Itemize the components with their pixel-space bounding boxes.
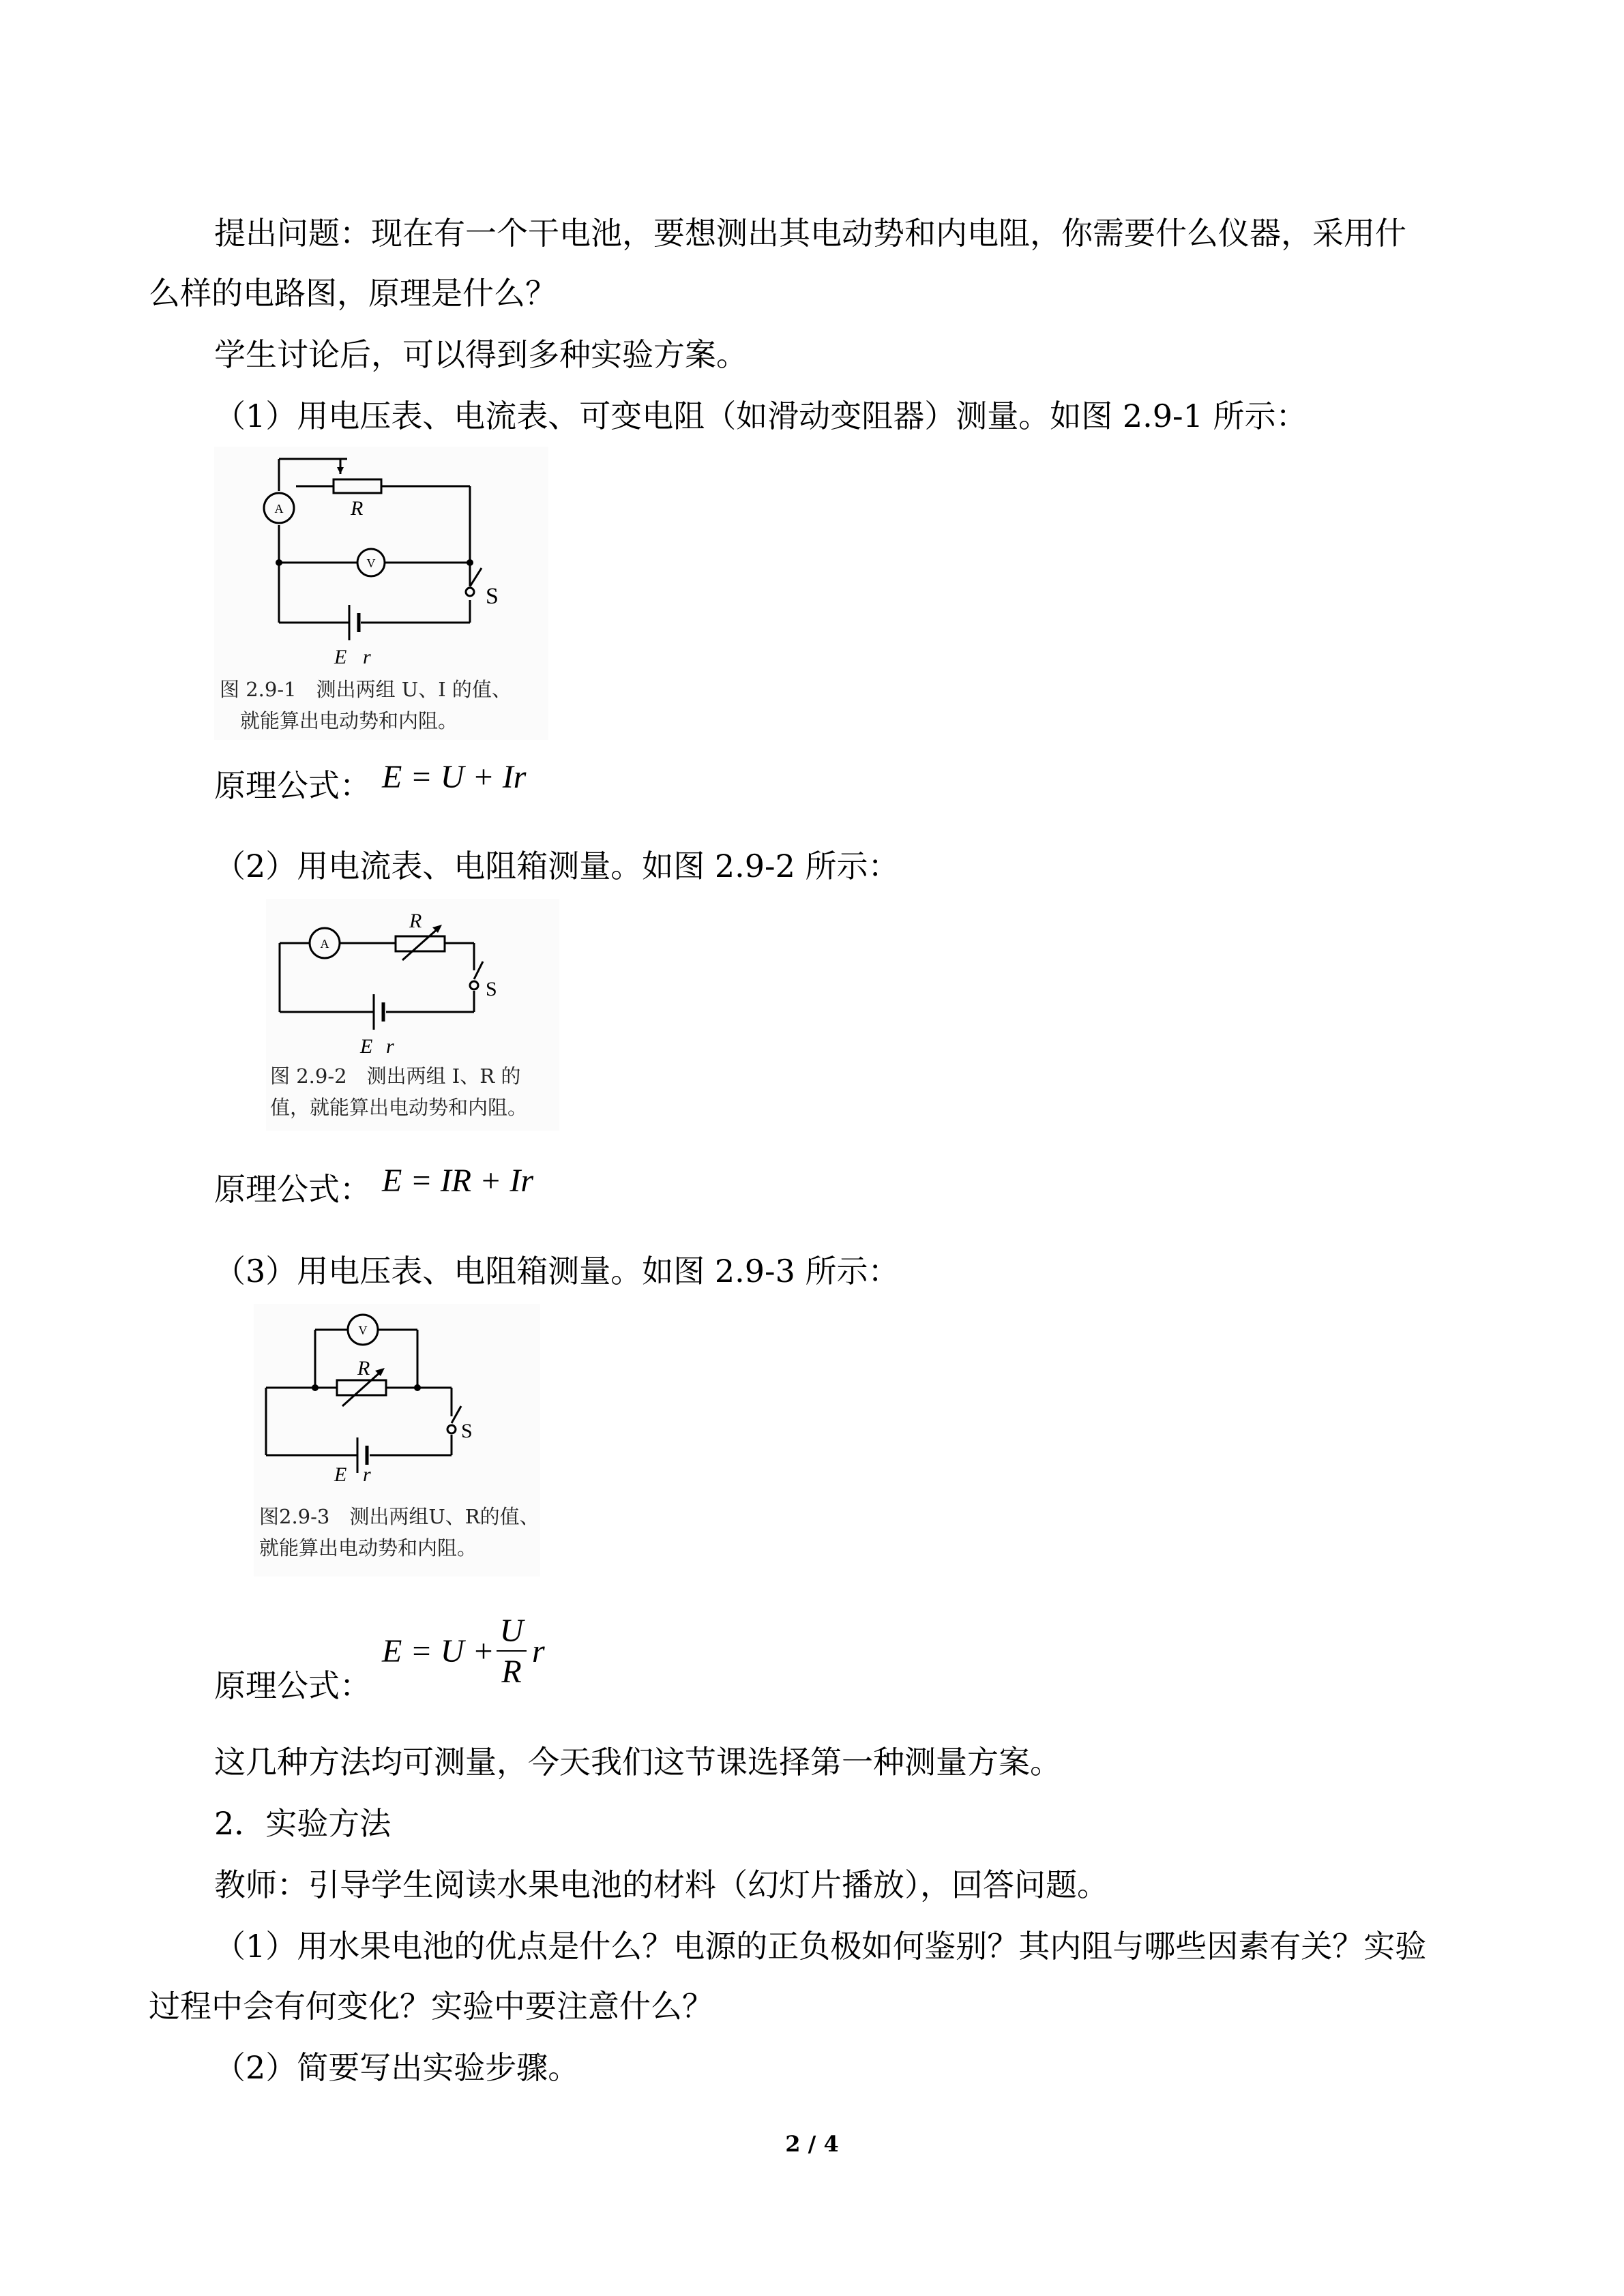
scheme-3-text: （3）用电压表、电阻箱测量。如图 2.9-3 所示： [214, 1253, 900, 1289]
ammeter-label: A [320, 937, 329, 951]
section-heading: 2．实验方法 [214, 1805, 392, 1842]
fraction-numerator: U [499, 1613, 524, 1649]
switch-symbol [474, 961, 483, 979]
conclusion-text: 这几种方法均可测量，今天我们这节课选择第一种测量方案。 [214, 1744, 1061, 1780]
formula-3-fraction [497, 1612, 527, 1694]
fraction-denominator: R [501, 1654, 522, 1690]
formula-2: E = IR + Ir [382, 1163, 534, 1199]
resistor-label: R [357, 1357, 370, 1380]
circuit-diagram-2 [266, 899, 559, 1062]
formula-3-label: 原理公式： [214, 1667, 371, 1704]
switch-label: S [486, 584, 499, 609]
voltmeter-label: V [366, 556, 376, 570]
figure-caption-line-2: 值，就能算出电动势和内阻。 [270, 1096, 528, 1119]
internal-resistance-label: r [386, 1035, 394, 1058]
formula-1: E = U + Ir [382, 759, 527, 795]
circuit-diagram-3 [254, 1304, 540, 1488]
ammeter-label: A [274, 502, 284, 516]
figure-2-9-3 [254, 1304, 540, 1577]
internal-resistance-label: r [363, 1463, 371, 1486]
question-1-line-2: 过程中会有何变化？实验中要注意什么？ [149, 1988, 713, 2025]
figure-caption-line-1: 图 2.9-1 测出两组 U、I 的值、 [220, 678, 512, 701]
teacher-text: 教师：引导学生阅读水果电池的材料（幻灯片播放），回答问题。 [214, 1866, 1108, 1903]
resistor-label: R [351, 497, 364, 520]
emf-label: E [334, 646, 347, 668]
formula-2-label: 原理公式： [214, 1171, 371, 1208]
resistor-symbol [334, 479, 381, 493]
figure-caption-line-1: 图2.9-3 测出两组U、R的值、 [259, 1505, 540, 1528]
discussion-text: 学生讨论后，可以得到多种实验方案。 [214, 336, 748, 373]
internal-resistance-label: r [363, 646, 371, 668]
question-2-text: （2）简要写出实验步骤。 [214, 2049, 580, 2086]
resistor-label: R [409, 910, 422, 932]
scheme-2-text: （2）用电流表、电阻箱测量。如图 2.9-2 所示： [214, 848, 900, 884]
question-line-2: 么样的电路图，原理是什么？ [149, 275, 557, 312]
figure-caption-line-1: 图 2.9-2 测出两组 I、R 的 [270, 1064, 521, 1088]
formula-3-left: E = U + [382, 1633, 494, 1669]
voltmeter-label: V [358, 1324, 368, 1337]
figure-caption-line-2: 就能算出电动势和内阻。 [259, 1536, 477, 1560]
switch-label: S [461, 1420, 473, 1442]
switch-label: S [486, 978, 497, 1000]
emf-label: E [334, 1463, 347, 1486]
fraction-bar [497, 1650, 527, 1652]
switch-symbol [470, 568, 482, 586]
question-1-line-1: （1）用水果电池的优点是什么？电源的正负极如何鉴别？其内阻与哪些因素有关？实验 [214, 1928, 1427, 1965]
figure-2-9-2 [266, 899, 559, 1131]
figure-caption-line-2: 就能算出电动势和内阻。 [240, 709, 458, 732]
page-number: 2 / 4 [785, 2131, 839, 2157]
circuit-diagram-1 [214, 447, 548, 672]
formula-1-label: 原理公式： [214, 767, 371, 804]
emf-label: E [360, 1035, 373, 1058]
switch-symbol [452, 1406, 461, 1423]
figure-2-9-1 [214, 447, 548, 740]
scheme-1-text: （1）用电压表、电流表、可变电阻（如滑动变阻器）测量。如图 2.9-1 所示： [214, 398, 1308, 434]
question-line-1: 提出问题：现在有一个干电池，要想测出其电动势和内电阻，你需要什么仪器，采用什 [214, 215, 1406, 252]
formula-3-right: r [532, 1633, 545, 1669]
